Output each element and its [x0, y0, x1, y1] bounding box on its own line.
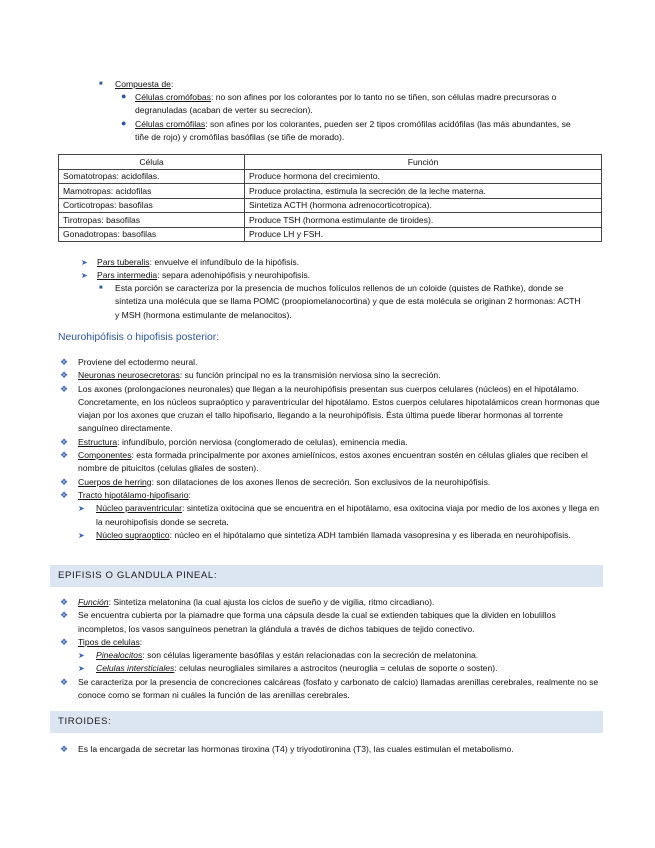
sub-list-item: [78, 502, 600, 529]
list-item: [60, 609, 600, 636]
list-item-text: :: [139, 636, 143, 647]
table-header-function: Función: [245, 155, 602, 170]
sub-item-term: Núcleo supraoptico: [96, 529, 170, 540]
table-cell: Tirotropas: basofilas: [59, 213, 245, 228]
cromofilas-item: [121, 118, 575, 145]
diamond-bullet-icon: ❖: [60, 610, 69, 621]
arrow-bullet-icon: ➤: [78, 664, 85, 674]
list-item-term: Tipos de celulas: [78, 636, 140, 647]
tiroides-heading-bar: [50, 711, 603, 733]
pars-tuberalis-term: Pars tuberalis: [97, 257, 150, 267]
list-item-term: Neuronas neurosecretoras: [78, 370, 180, 381]
table-cell: Gonadotropas: basofilas: [59, 227, 245, 242]
neuro-heading: Neurohipófisis o hipofisis posterior:: [58, 332, 220, 343]
table-header-cell: Célula: [59, 155, 245, 170]
list-item-text: Se encuentra cubierta por la piamadre que forma una cápsula desde la cual se extienden tabiques que la dividen en lobulillos incompletos, los vasos sanguíneos penetran la glándula a través de dichos tabiques de tejido conectivo.: [78, 610, 556, 634]
list-item: [60, 369, 600, 382]
dot-bullet-icon: ●: [121, 91, 127, 101]
sub-item-text: : son células ligeramente basófilas y están relacionadas con la secreción de melatonina.: [142, 650, 479, 661]
list-item-text: :: [188, 489, 191, 500]
diamond-bullet-icon: ❖: [60, 597, 69, 607]
cromofilas-text: : son afines por los colorantes, pueden ser 2 tipos cromófilas acidófilas (las más abundantes, se tiñe de rojo) y cromófilas basófilas (se tiñe de morado).: [135, 119, 571, 143]
list-item-term: Tracto hipotálamo-hipofisario: [78, 489, 189, 500]
list-item: [60, 596, 600, 609]
list-item-text: : son dilataciones de los axones llenos de secreción. Son exclusivos de la neurohipófisis.: [151, 476, 491, 487]
list-item: [60, 436, 600, 449]
table-cell: Produce hormona del crecimiento.: [245, 169, 602, 184]
list-item: [60, 476, 600, 489]
list-item-text: Los axones (prolongaciones neuronales) que llegan a la neurohipófisis presentan sus cuerpos celulares (núcleos) en el hipotálamo. Concretamente, en los núcleos supraóptico y paraventricular del hipotálamo. Estos cuerpos celulares hipotalámicos crean hormonas que viajan por los axones que cruzan el tallo hipofisario, llegando a la neurohipófisis. Ésta última puede liberar hormonas al torrente sanguíneo directamente.: [78, 383, 600, 434]
sub-list-item: [78, 529, 600, 542]
table-cell: Produce TSH (hormona estimulante de tiroides).: [245, 213, 602, 228]
diamond-bullet-icon: ❖: [60, 636, 69, 647]
table-cell: Produce LH y FSH.: [245, 227, 602, 242]
list-item-text: Se caracteriza por la presencia de concreciones calcáreas (fosfato y carbonato de calcio) llamadas arenillas cerebrales, realmente no se conoce como se forman ni cuáles la función de las arenillas cerebrales.: [78, 676, 599, 701]
sub-item-text: : sintetiza oxitocina que se encuentra en el hipotálamo, esa oxitocina viaja por medio de los axones y llega en la neurohipofisis donde se secreta.: [96, 503, 600, 527]
dot-bullet-icon: ●: [121, 118, 127, 128]
diamond-bullet-icon: ❖: [60, 476, 69, 487]
sub-item-term: Celulas intersticiales: [96, 663, 175, 674]
diamond-bullet-icon: ❖: [60, 450, 69, 461]
table-header-row: [59, 155, 602, 170]
table-cell: Somatotropas: acidofilas.: [59, 169, 245, 184]
table-cell: Corticotropas: basofilas: [59, 198, 245, 213]
table-cell: Mamotropas: acidofilas: [59, 184, 245, 199]
list-item: [60, 676, 600, 703]
diamond-bullet-icon: ❖: [60, 383, 69, 394]
list-item: [60, 449, 600, 476]
list-item: [60, 489, 600, 502]
list-item-text: : infundíbulo, porción nerviosa (conglomerado de celulas), eminencia media.: [117, 436, 408, 447]
square-bullet-icon: ■: [99, 81, 103, 87]
compuesta-suffix: :: [170, 79, 174, 89]
sub-item-term: Núcleo paraventricular: [96, 503, 182, 514]
list-item-term: Cuerpos de herring: [78, 476, 152, 487]
diamond-bullet-icon: ❖: [60, 357, 69, 367]
cromofobas-text: : no son afines por los colorantes por lo tanto no se tiñen, son células madre precursoras o degranuladas (acaban de verter su secrecion).: [135, 92, 557, 116]
list-item: [60, 636, 600, 649]
arrow-bullet-icon: ➤: [81, 258, 88, 267]
table-row: [59, 227, 602, 242]
sub-list-item: [78, 649, 600, 662]
sub-item-text: : celulas neurogliales similares a astrocitos (neuroglia = celulas de soporte o sosten).: [174, 663, 498, 674]
pars-intermedia-item: [81, 269, 597, 282]
arrow-bullet-icon: ➤: [81, 271, 88, 280]
square-bullet-icon: ■: [99, 285, 103, 291]
pars-sub-text: Esta porción se caracteriza por la presencia de muchos folículos rellenos de un coloide (quistes de Rathke), donde se sintetiza una molécula que se llama POMC (proopiomelanocortina) y que de esta molécula se originan 2 hormonas: ACTH y MSH (hormona estimulante de melanocitos).: [115, 283, 581, 320]
cromofobas-item: [121, 91, 575, 118]
table-cell: Produce prolactina, estimula la secreción de la leche materna.: [245, 184, 602, 199]
list-item-term: Función: [78, 597, 109, 607]
pars-tuberalis-text: : envuelve el infundíbulo de la hipófisis.: [149, 257, 300, 267]
list-item-text: : su función principal no es la transmisión nerviosa sino la secreción.: [179, 370, 441, 381]
list-item-term: Estructura: [78, 436, 118, 447]
table-cell: Sintetiza ACTH (hormona adrenocorticotropica).: [245, 198, 602, 213]
compuesta-label: Compuesta de: [115, 79, 171, 89]
arrow-bullet-icon: ➤: [78, 651, 85, 661]
sub-item-text: : núcleo en el hipótalamo que sintetiza ADH también llamada vasopresina y es liberada en neurohipofisis.: [169, 529, 571, 540]
diamond-bullet-icon: ❖: [60, 744, 69, 754]
diamond-bullet-icon: ❖: [60, 436, 69, 447]
table-row: [59, 184, 602, 199]
list-item: [60, 383, 600, 436]
pineal-heading-bar: [50, 565, 603, 587]
diamond-bullet-icon: ❖: [60, 489, 69, 500]
table-row: [59, 213, 602, 228]
list-item-text: : Sintetiza melatonina (la cual ajusta los ciclos de sueño y de vigilia, ritmo circadiano).: [108, 597, 435, 607]
compuesta-item: [99, 78, 599, 91]
table-row: [59, 198, 602, 213]
pineal-heading: EPIFISIS O GLANDULA PINEAL:: [58, 570, 218, 581]
sub-list-item: [78, 662, 600, 675]
diamond-bullet-icon: ❖: [60, 370, 69, 381]
pars-intermedia-text: : separa adenohipófisis y neurohipofisis.: [157, 270, 311, 280]
list-item: [60, 356, 600, 369]
cromofobas-term: Células cromófobas: [135, 92, 211, 102]
pineal-list: [60, 596, 600, 702]
tiroides-text: Es la encargada de secretar las hormonas tiroxina (T4) y triyodotironina (T3), las cuales estimulan el metabolismo.: [78, 744, 514, 754]
tiroides-heading: TIROIDES:: [58, 716, 112, 727]
list-item-text: : esta formada principalmente por axones amielínicos, estos axones encuentran sostén en células gliales que reciben el nombre de pituicitos (celulas gliales de sosten).: [78, 450, 588, 474]
pars-intermedia-term: Pars intermedia: [97, 270, 158, 280]
neuro-list: [60, 356, 600, 542]
cell-function-table: [58, 154, 602, 242]
list-item-text: Proviene del ectodermo neural.: [78, 357, 198, 367]
sub-item-term: Pinealocitos: [96, 650, 143, 661]
diamond-bullet-icon: ❖: [60, 676, 69, 687]
list-item-term: Componentes: [78, 450, 132, 461]
arrow-bullet-icon: ➤: [78, 504, 85, 514]
tiroides-item: [60, 743, 618, 756]
cromofilas-term: Células cromófilas: [135, 119, 206, 129]
pars-sub-item: [99, 282, 585, 322]
pars-tuberalis-item: [81, 256, 597, 269]
arrow-bullet-icon: ➤: [78, 530, 85, 540]
table-row: [59, 169, 602, 184]
